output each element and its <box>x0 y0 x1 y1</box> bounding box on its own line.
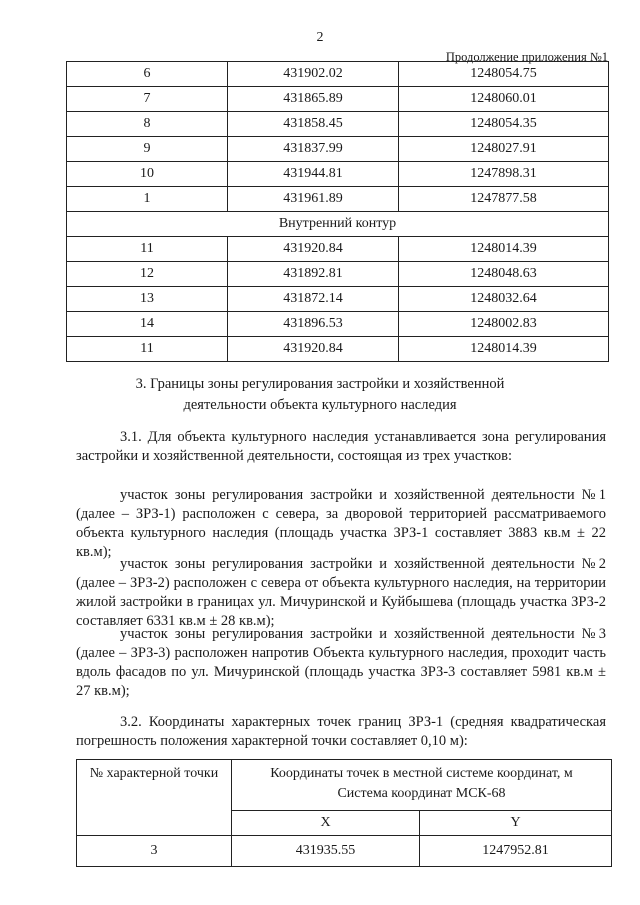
coord-y: 1248002.83 <box>399 312 609 337</box>
table-header-row <box>77 760 612 811</box>
point-number: 10 <box>67 162 228 187</box>
coord-y: 1248048.63 <box>399 262 609 287</box>
coord-y: 1248027.91 <box>399 137 609 162</box>
header-point-number: № характерной точки <box>77 760 232 836</box>
paragraph-3-2: 3.2. Координаты характерных точек границ ЗРЗ-1 (средняя квадратическая погрешность положения характерной точки составляет 0,10 м): <box>76 714 606 749</box>
coord-x: 431892.81 <box>228 262 399 287</box>
page-number: 2 <box>316 30 324 45</box>
point-number: 12 <box>67 262 228 287</box>
coord-x: 431837.99 <box>228 137 399 162</box>
header-x: X <box>232 811 420 836</box>
paragraph-zrz-1: участок зоны регулирования застройки и хозяйственной деятельности №1 (далее – ЗРЗ-1) расположен с севера, за дворовой территорией рассматриваемого объекта культурного наследия (площадь участка ЗРЗ-1 составляет 3883 кв.м ± 22 кв.м); <box>76 487 606 560</box>
table-row <box>67 137 609 162</box>
point-number: 6 <box>67 62 228 87</box>
coord-x: 431902.02 <box>228 62 399 87</box>
header-coordinates-line: Система координат МСК-68 <box>337 786 506 801</box>
point-number: 1 <box>67 187 228 212</box>
section-heading-line: 3. Границы зоны регулирования застройки и хозяйственной <box>135 376 505 392</box>
table-row <box>67 237 609 262</box>
coord-y: 1248014.39 <box>399 237 609 262</box>
zrz-1-coordinates-table <box>76 759 612 867</box>
header-coordinates <box>232 760 612 811</box>
point-number: 11 <box>67 337 228 362</box>
coord-y: 1247898.31 <box>399 162 609 187</box>
table-row <box>67 187 609 212</box>
coord-x: 431920.84 <box>228 237 399 262</box>
point-number: 9 <box>67 137 228 162</box>
coord-y: 1248054.75 <box>399 62 609 87</box>
coord-x: 431935.55 <box>232 836 420 867</box>
coord-y: 1248060.01 <box>399 87 609 112</box>
table-row <box>67 162 609 187</box>
inner-contour-row <box>67 212 609 237</box>
paragraph-zrz-3: участок зоны регулирования застройки и хозяйственной деятельности №3 (далее – ЗРЗ-3) расположен напротив Объекта культурного наследия, проходит часть вдоль фасадов по ул. Мичуринской (площадь участка ЗРЗ-3 составляет 5981 кв.м ± 27 кв.м); <box>76 626 606 699</box>
table-row <box>67 62 609 87</box>
coord-x: 431872.14 <box>228 287 399 312</box>
coord-x: 431944.81 <box>228 162 399 187</box>
inner-contour-label: Внутренний контур <box>67 212 609 237</box>
appendix-note: Продолжение приложения №1 <box>445 50 608 64</box>
table-row <box>67 112 609 137</box>
point-number: 3 <box>77 836 232 867</box>
table-row <box>77 836 612 867</box>
coord-y: 1247877.58 <box>399 187 609 212</box>
coord-x: 431961.89 <box>228 187 399 212</box>
table-row <box>67 287 609 312</box>
table-row <box>67 87 609 112</box>
coord-x: 431865.89 <box>228 87 399 112</box>
section-heading <box>0 374 640 416</box>
point-number: 8 <box>67 112 228 137</box>
point-number: 14 <box>67 312 228 337</box>
point-number: 7 <box>67 87 228 112</box>
section-heading-line: деятельности объекта культурного наследия <box>183 397 457 413</box>
paragraph-3-1: 3.1. Для объекта культурного наследия устанавливается зона регулирования застройки и хозяйственной деятельности, состоящая из трех участков: <box>76 429 606 464</box>
boundary-coordinates-table <box>66 61 609 362</box>
paragraph-zrz-2: участок зоны регулирования застройки и хозяйственной деятельности №2 (далее – ЗРЗ-2) расположен с севера от объекта культурного наследия, на территории жилой застройки в границах ул. Мичуринской и Куйбышева (площадь участка ЗРЗ-2 составляет 6331 кв.м ± 28 кв.м); <box>76 556 606 629</box>
table-row <box>67 337 609 362</box>
point-number: 11 <box>67 237 228 262</box>
header-coordinates-line: Координаты точек в местной системе координат, м <box>270 766 573 781</box>
coord-x: 431896.53 <box>228 312 399 337</box>
coord-x: 431920.84 <box>228 337 399 362</box>
coord-y: 1248054.35 <box>399 112 609 137</box>
point-number: 13 <box>67 287 228 312</box>
header-y: Y <box>420 811 612 836</box>
coord-y: 1248014.39 <box>399 337 609 362</box>
table-row <box>67 312 609 337</box>
coord-x: 431858.45 <box>228 112 399 137</box>
coord-y: 1248032.64 <box>399 287 609 312</box>
coord-y: 1247952.81 <box>420 836 612 867</box>
table-row <box>67 262 609 287</box>
